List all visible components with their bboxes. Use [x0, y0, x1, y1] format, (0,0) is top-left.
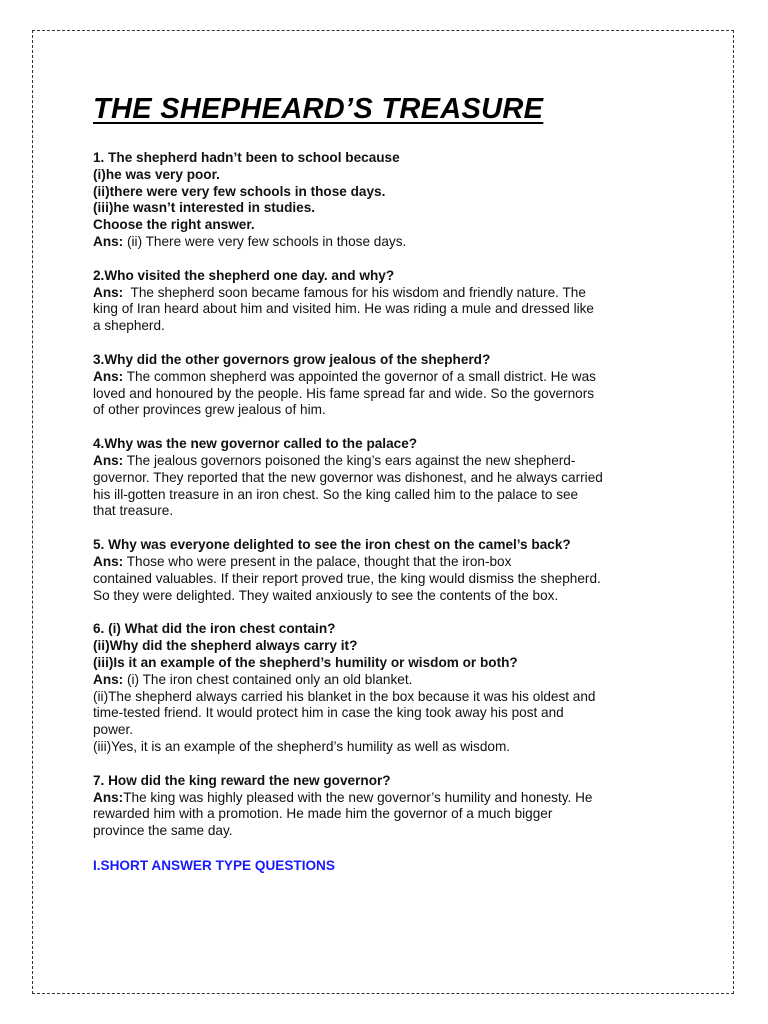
question-line: (iii)he wasn’t interested in studies.: [93, 200, 316, 216]
answer-label: Ans:: [93, 284, 124, 300]
answer-line: [93, 285, 683, 302]
answer-line: [93, 470, 683, 487]
question-line: 4.Why was the new governor called to the palace?: [93, 436, 418, 452]
answer-line: [93, 503, 683, 520]
answer-label: Ans:: [93, 789, 124, 805]
answer-line: [93, 386, 683, 403]
answer-label: Ans:: [93, 233, 124, 249]
answer-line: [93, 739, 683, 756]
answer-line: [93, 806, 683, 823]
answer-line: [93, 571, 683, 588]
answer-text: power.: [93, 722, 134, 738]
answer-text: The shepherd soon became famous for his wisdom and friendly nature. The: [123, 284, 586, 300]
qa-item: [93, 537, 683, 604]
document-body: [93, 92, 683, 874]
qa-list: [93, 150, 683, 840]
answer-text: of other provinces grew jealous of him.: [93, 402, 326, 418]
answer-text: rewarded him with a promotion. He made him the governor of a much bigger: [93, 806, 553, 822]
question-line: 3.Why did the other governors grow jealous of the shepherd?: [93, 351, 491, 367]
answer-line: [93, 722, 683, 739]
answer-label: Ans:: [93, 553, 124, 569]
answer-text: contained valuables. If their report proved true, the king would dismiss the shepherd.: [93, 570, 601, 586]
question-line: Choose the right answer.: [93, 217, 255, 233]
answer-text: that treasure.: [93, 503, 174, 519]
question-line: (iii)Is it an example of the shepherd’s humility or wisdom or both?: [93, 654, 518, 670]
answer-line: [93, 453, 683, 470]
answer-line: [93, 705, 683, 722]
answer-line: [93, 554, 683, 571]
answer-line: [93, 588, 683, 605]
question-line: 1. The shepherd hadn’t been to school because: [93, 150, 400, 165]
answer-line: [93, 487, 683, 504]
question-line: (ii)there were very few schools in those days.: [93, 183, 386, 199]
section-heading: I.SHORT ANSWER TYPE QUESTIONS: [93, 857, 335, 873]
qa-item: [93, 352, 683, 419]
answer-text: (ii) There were very few schools in those days.: [123, 233, 407, 249]
page-title: THE SHEPHEARD’S TREASURE: [93, 93, 544, 125]
answer-label: Ans:: [93, 671, 124, 687]
answer-text: The jealous governors poisoned the king’s ears against the new shepherd-: [123, 452, 576, 468]
answer-text: (i) The iron chest contained only an old blanket.: [123, 671, 413, 687]
answer-line: [93, 672, 683, 689]
qa-item: [93, 150, 683, 251]
question-line: 7. How did the king reward the new governor?: [93, 772, 391, 788]
answer-text: a shepherd.: [93, 318, 165, 334]
answer-text: The king was highly pleased with the new governor’s humility and honesty. He: [123, 789, 593, 805]
answer-text: (iii)Yes, it is an example of the shepherd’s humility as well as wisdom.: [93, 738, 511, 754]
answer-text: king of Iran heard about him and visited him. He was riding a mule and dressed like: [93, 301, 594, 317]
answer-text: So they were delighted. They waited anxiously to see the contents of the box.: [93, 587, 559, 603]
answer-line: [93, 234, 683, 251]
question-line: (i)he was very poor.: [93, 166, 220, 182]
question-line: 2.Who visited the shepherd one day. and why?: [93, 267, 395, 283]
question-line: 6. (i) What did the iron chest contain?: [93, 621, 336, 637]
answer-line: [93, 318, 683, 335]
answer-text: loved and honoured by the people. His fame spread far and wide. So the governors: [93, 385, 595, 401]
answer-text: his ill-gotten treasure in an iron chest. So the king called him to the palace to see: [93, 486, 579, 502]
answer-label: Ans:: [93, 368, 124, 384]
answer-line: [93, 402, 683, 419]
question-line: 5. Why was everyone delighted to see the iron chest on the camel’s back?: [93, 537, 571, 553]
answer-text: governor. They reported that the new governor was dishonest, and he always carried: [93, 469, 603, 485]
answer-label: Ans:: [93, 452, 124, 468]
answer-text: The common shepherd was appointed the governor of a small district. He was: [123, 368, 596, 384]
qa-item: [93, 436, 683, 520]
answer-text: (ii)The shepherd always carried his blanket in the box because it was his oldest and: [93, 688, 596, 704]
answer-line: [93, 790, 683, 807]
qa-item: [93, 621, 683, 755]
qa-item: [93, 773, 683, 840]
answer-line: [93, 301, 683, 318]
answer-text: province the same day.: [93, 823, 233, 839]
answer-text: time-tested friend. It would protect him in case the king took away his post and: [93, 705, 564, 721]
answer-line: [93, 369, 683, 386]
question-line: (ii)Why did the shepherd always carry it?: [93, 638, 358, 654]
answer-line: [93, 823, 683, 840]
qa-item: [93, 268, 683, 335]
answer-line: [93, 689, 683, 706]
answer-text: Those who were present in the palace, thought that the iron-box: [123, 553, 512, 569]
